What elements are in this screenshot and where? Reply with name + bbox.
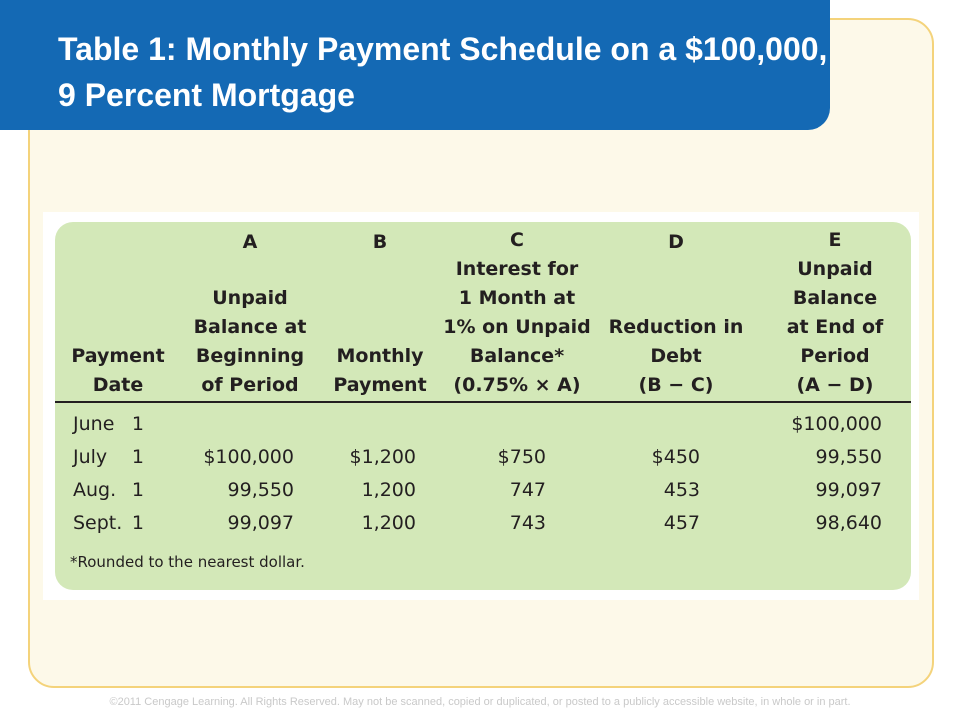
header-line: Debt	[650, 345, 702, 367]
cell-a: $100,000	[203, 446, 294, 468]
cell-e: 99,550	[815, 446, 882, 468]
header-line: (A − D)	[796, 374, 874, 396]
header-col-b	[325, 228, 435, 400]
header-col-d	[600, 228, 752, 400]
cell-day: 1	[131, 446, 144, 468]
header-line: 1 Month at	[458, 287, 576, 309]
header-line: (0.75% × A)	[453, 374, 581, 396]
header-line: 1% on Unpaid	[443, 316, 591, 338]
header-line: at End of	[786, 316, 884, 338]
header-rule	[55, 401, 911, 403]
header-line: (B − C)	[638, 374, 714, 396]
header-letter: E	[828, 229, 842, 251]
header-line: Payment	[71, 345, 165, 367]
cell-e: 98,640	[815, 512, 882, 534]
header-letter: C	[510, 229, 524, 251]
slide-title: Table 1: Monthly Payment Schedule on a $100,000, 9 Percent Mortgage	[58, 31, 828, 113]
header-line: Balance*	[469, 345, 565, 367]
header-payment-date	[62, 228, 174, 400]
cell-month: June	[73, 413, 115, 435]
header-line: of Period	[201, 374, 299, 396]
header-letter: B	[372, 231, 388, 253]
cell-e: 99,097	[815, 479, 882, 501]
header-line: Reduction in	[608, 316, 744, 338]
cell-day: 1	[131, 479, 144, 501]
cell-b: 1,200	[361, 479, 416, 501]
cell-e: $100,000	[791, 413, 882, 435]
cell-month: Sept.	[73, 512, 123, 534]
table-footnote: *Rounded to the nearest dollar.	[70, 553, 305, 571]
cell-c: 743	[509, 512, 546, 534]
cell-c: 747	[509, 479, 546, 501]
header-line: Period	[800, 345, 870, 367]
cell-d: 457	[663, 512, 700, 534]
header-line: Payment	[333, 374, 427, 396]
header-letter: A	[242, 231, 258, 253]
cell-c: $750	[497, 446, 546, 468]
header-line: Unpaid	[797, 258, 873, 280]
cell-b: 1,200	[361, 512, 416, 534]
header-line: Balance	[792, 287, 878, 309]
header-col-c	[438, 228, 596, 400]
cell-a: 99,550	[227, 479, 294, 501]
cell-d: $450	[651, 446, 700, 468]
title-bar	[0, 0, 830, 130]
header-col-a	[180, 228, 320, 400]
header-line: Unpaid	[212, 287, 288, 309]
cell-month: July	[73, 446, 108, 468]
copyright-notice: ©2011 Cengage Learning. All Rights Reserved. May not be scanned, copied or duplicated, or posted to a publicly accessible website, in whole or in part.	[109, 696, 851, 708]
cell-b: $1,200	[349, 446, 416, 468]
header-line: Balance at	[193, 316, 307, 338]
header-line: Date	[92, 374, 144, 396]
cell-d: 453	[663, 479, 700, 501]
header-line: Beginning	[195, 345, 305, 367]
header-letter: D	[668, 231, 684, 253]
header-col-e	[770, 228, 900, 400]
cell-day: 1	[131, 512, 144, 534]
cell-a: 99,097	[227, 512, 294, 534]
header-line: Interest for	[455, 258, 579, 280]
cell-day: 1	[131, 413, 144, 435]
cell-month: Aug.	[73, 479, 117, 501]
header-line: Monthly	[336, 345, 424, 367]
